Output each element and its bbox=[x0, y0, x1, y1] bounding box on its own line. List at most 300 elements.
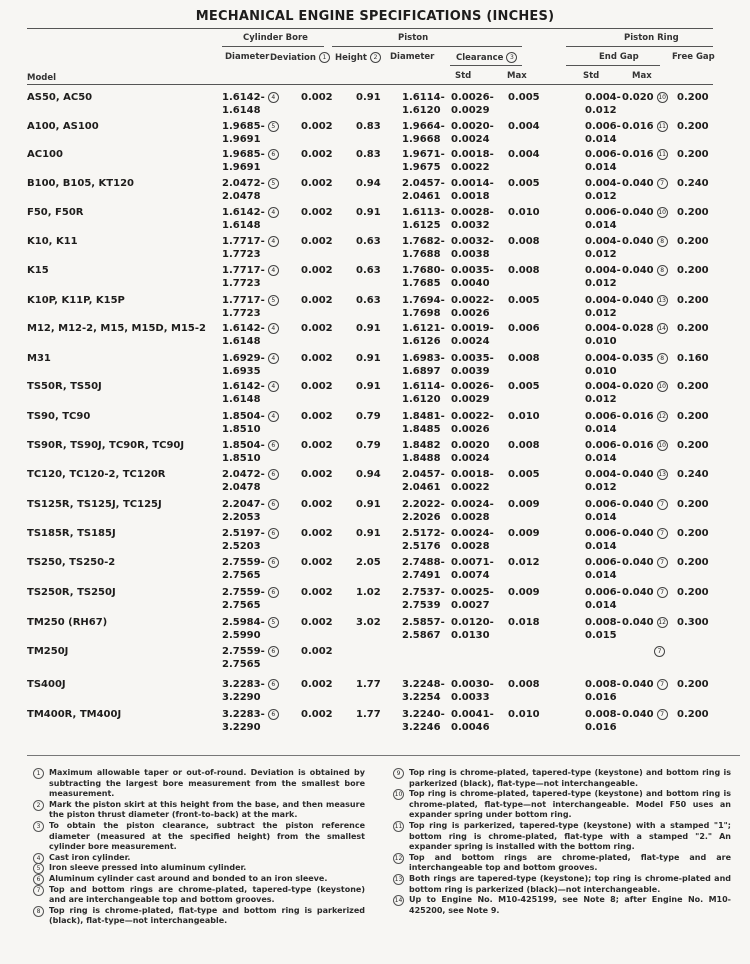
note-marker: 10 bbox=[658, 209, 666, 216]
clearance-std-min-text: 0.0020- bbox=[451, 121, 494, 132]
clearance-max bbox=[508, 586, 540, 599]
end-gap-std-max-text: 0.012 bbox=[585, 249, 617, 260]
end-gap-std-min-text: 0.004- bbox=[585, 92, 621, 103]
bore-diameter-max bbox=[222, 540, 261, 553]
piston-diameter-max bbox=[402, 133, 441, 146]
clearance-std-max bbox=[451, 393, 490, 406]
clearance-std-max-text: 0.0029 bbox=[451, 394, 490, 405]
clearance-std-max-text: 0.0026 bbox=[451, 308, 490, 319]
free-gap bbox=[677, 352, 709, 365]
end-gap-std-max bbox=[585, 190, 617, 203]
clearance-max-text: 0.004 bbox=[508, 149, 540, 160]
footnote-text: Top ring is chrome-plated, tapered-type (keystone) and bottom ring is chrome-plated, flat-type—not interchangeable. Model F50 uses an expander spring under bottom ring. bbox=[409, 789, 731, 820]
footnote-text: Maximum allowable taper or out-of-round. Deviation is obtained by subtracting the largest bore measurement from the smallest bore measurement. bbox=[49, 768, 365, 799]
piston-height-text: 1.02 bbox=[356, 587, 381, 598]
clearance-max bbox=[508, 527, 540, 540]
end-gap-std-max bbox=[585, 161, 617, 174]
end-gap-std-max-text: 0.015 bbox=[585, 630, 617, 641]
piston-diameter-max bbox=[402, 629, 441, 642]
clearance-std-max bbox=[451, 629, 490, 642]
bore-diameter-max bbox=[222, 511, 261, 524]
clearance-max bbox=[508, 264, 540, 277]
model-cell-text: TM250J bbox=[27, 646, 69, 657]
clearance-max-text: 0.005 bbox=[508, 469, 540, 480]
bore-deviation-text: 0.002 bbox=[301, 149, 333, 160]
footnote bbox=[393, 789, 731, 821]
clearance-max bbox=[508, 148, 540, 161]
free-gap-text: 0.200 bbox=[677, 440, 709, 451]
bore-diameter-min bbox=[222, 177, 279, 190]
clearance-std-min-text: 0.0035- bbox=[451, 265, 494, 276]
bore-deviation bbox=[301, 148, 333, 161]
bore-diameter-min bbox=[222, 468, 279, 481]
footnote bbox=[393, 895, 731, 916]
end-gap-std-min-text: 0.006- bbox=[585, 207, 621, 218]
piston-diameter-max-text: 1.7688 bbox=[402, 249, 441, 260]
piston-height-text: 1.77 bbox=[356, 679, 381, 690]
note-marker: 4 bbox=[268, 323, 279, 334]
bore-diameter-min bbox=[222, 352, 279, 365]
end-gap-max bbox=[622, 352, 668, 365]
model-cell bbox=[27, 556, 115, 569]
piston-height bbox=[356, 91, 381, 104]
piston-diameter-max-text: 2.0461 bbox=[402, 482, 441, 493]
model-cell bbox=[27, 206, 83, 219]
note-marker: 8 bbox=[657, 236, 668, 247]
end-gap-max-text: 0.040 bbox=[622, 499, 654, 510]
note-marker: 3 bbox=[506, 52, 517, 63]
model-cell bbox=[27, 498, 162, 511]
model-cell bbox=[27, 91, 92, 104]
bore-diameter-min-text: 1.9685- bbox=[222, 149, 265, 160]
free-gap bbox=[677, 586, 709, 599]
free-gap bbox=[677, 556, 709, 569]
table-row bbox=[0, 708, 750, 748]
footnote-text: Both rings are tapered-type (keystone); top ring is chrome-plated and bottom ring is parkerized (black)—not interchangeable. bbox=[409, 873, 731, 894]
bore-diameter-max-text: 1.6148 bbox=[222, 220, 261, 231]
bore-diameter-min-text: 3.2283- bbox=[222, 679, 265, 690]
model-cell bbox=[27, 294, 125, 307]
piston-diameter-min-text: 2.0457- bbox=[402, 469, 445, 480]
bore-deviation bbox=[301, 616, 333, 629]
bore-diameter-max bbox=[222, 452, 261, 465]
piston-diameter-min bbox=[402, 235, 445, 248]
piston-diameter-min bbox=[402, 91, 445, 104]
free-gap-text: 0.200 bbox=[677, 381, 709, 392]
clearance-std-max bbox=[451, 365, 490, 378]
clearance-std-max bbox=[451, 423, 490, 436]
note-marker: 12 bbox=[658, 619, 666, 626]
footnote-text: Top and bottom rings are chrome-plated, flat-type and are interchangeable top and bottom grooves. bbox=[409, 852, 731, 873]
clearance-max bbox=[508, 678, 540, 691]
piston-diameter-min bbox=[402, 708, 445, 721]
piston-height bbox=[356, 498, 381, 511]
bore-deviation-text: 0.002 bbox=[301, 469, 333, 480]
bore-diameter-max bbox=[222, 569, 261, 582]
clearance-std-max-text: 0.0027 bbox=[451, 600, 490, 611]
end-gap-std-min-text: 0.006- bbox=[585, 557, 621, 568]
model-cell bbox=[27, 235, 78, 248]
header-bore-diameter: Diameter bbox=[225, 52, 270, 62]
free-gap-text: 0.200 bbox=[677, 207, 709, 218]
header-clearance bbox=[456, 52, 517, 63]
bore-deviation bbox=[301, 264, 333, 277]
note-marker: 4 bbox=[268, 207, 279, 218]
end-gap-max bbox=[622, 468, 668, 481]
clearance-std-min bbox=[451, 498, 494, 511]
end-gap-std-min bbox=[585, 468, 621, 481]
note-marker: 13 bbox=[658, 297, 666, 304]
end-gap-std-min bbox=[585, 527, 621, 540]
end-gap-max-text: 0.016 bbox=[622, 121, 654, 132]
bore-deviation-text: 0.002 bbox=[301, 617, 333, 628]
end-gap-max bbox=[622, 322, 668, 335]
bore-diameter-min bbox=[222, 322, 279, 335]
free-gap-text: 0.200 bbox=[677, 528, 709, 539]
footnote bbox=[393, 853, 731, 874]
bore-deviation bbox=[301, 410, 333, 423]
piston-diameter-min-text: 1.9664- bbox=[402, 121, 445, 132]
clearance-max-text: 0.005 bbox=[508, 381, 540, 392]
clearance-std-min-text: 0.0071- bbox=[451, 557, 494, 568]
free-gap-text: 0.200 bbox=[677, 411, 709, 422]
piston-diameter-max bbox=[402, 393, 441, 406]
piston-diameter-max-text: 1.8485 bbox=[402, 424, 441, 435]
clearance-std-max bbox=[451, 599, 490, 612]
end-gap-max bbox=[622, 439, 668, 452]
clearance-max-text: 0.005 bbox=[508, 295, 540, 306]
end-gap-std-min-text: 0.004- bbox=[585, 236, 621, 247]
footnote-number: 14 bbox=[394, 897, 403, 905]
piston-height-text: 0.94 bbox=[356, 178, 381, 189]
piston-diameter-min bbox=[402, 206, 445, 219]
model-cell-text: TS50R, TS50J bbox=[27, 381, 102, 392]
end-gap-max-text: 0.040 bbox=[622, 295, 654, 306]
end-gap-max bbox=[622, 586, 668, 599]
clearance-std-min bbox=[451, 678, 494, 691]
end-gap-std-max bbox=[585, 335, 617, 348]
piston-diameter-max bbox=[402, 277, 441, 290]
free-gap bbox=[677, 91, 709, 104]
clearance-std-min bbox=[451, 177, 494, 190]
piston-diameter-max bbox=[402, 190, 441, 203]
note-marker: 7 bbox=[657, 709, 668, 720]
note-marker: 7 bbox=[657, 178, 668, 189]
clearance-max-text: 0.008 bbox=[508, 679, 540, 690]
clearance-std-min-text: 0.0014- bbox=[451, 178, 494, 189]
free-gap-text: 0.240 bbox=[677, 178, 709, 189]
end-gap-std-max-text: 0.016 bbox=[585, 722, 617, 733]
clearance-max bbox=[508, 708, 540, 721]
piston-height bbox=[356, 556, 381, 569]
rule-cylinder-bore bbox=[222, 46, 324, 47]
footnote-number: 6 bbox=[33, 874, 44, 885]
footnote-text: Cast iron cylinder. bbox=[49, 852, 131, 862]
bore-diameter-min-text: 2.7559- bbox=[222, 557, 265, 568]
end-gap-std-min-text: 0.006- bbox=[585, 411, 621, 422]
bore-diameter-max bbox=[222, 481, 261, 494]
piston-height-text: 0.91 bbox=[356, 207, 381, 218]
end-gap-max bbox=[622, 498, 668, 511]
piston-height bbox=[356, 678, 381, 691]
footnote-text: Aluminum cylinder cast around and bonded to an iron sleeve. bbox=[49, 873, 328, 883]
end-gap-std-max-text: 0.014 bbox=[585, 600, 617, 611]
bore-deviation-text: 0.002 bbox=[301, 528, 333, 539]
bore-deviation-text: 0.002 bbox=[301, 323, 333, 334]
end-gap-max-text: 0.040 bbox=[622, 265, 654, 276]
end-gap-max-text: 0.040 bbox=[622, 528, 654, 539]
model-cell bbox=[27, 678, 66, 691]
clearance-std-min bbox=[451, 91, 494, 104]
free-gap bbox=[677, 708, 709, 721]
clearance-max bbox=[508, 235, 540, 248]
end-gap-std-min-text: 0.006- bbox=[585, 440, 621, 451]
clearance-std-min bbox=[451, 352, 494, 365]
note-marker: 6 bbox=[268, 646, 279, 657]
piston-diameter-max-text: 2.5176 bbox=[402, 541, 441, 552]
bore-deviation bbox=[301, 294, 333, 307]
bore-diameter-min bbox=[222, 556, 279, 569]
end-gap-std-max bbox=[585, 599, 617, 612]
free-gap bbox=[677, 439, 709, 452]
piston-diameter-max-text: 1.6126 bbox=[402, 336, 441, 347]
footnote-text: Top and bottom rings are chrome-plated, tapered-type (keystone) and are interchangeable top and bottom grooves. bbox=[49, 884, 365, 905]
bore-deviation bbox=[301, 322, 333, 335]
note-marker: 10 bbox=[658, 94, 666, 101]
end-gap-std-min-text: 0.008- bbox=[585, 617, 621, 628]
bore-diameter-max bbox=[222, 335, 261, 348]
piston-height-text: 0.79 bbox=[356, 411, 381, 422]
note-marker: 7 bbox=[657, 499, 668, 510]
clearance-std-max bbox=[451, 248, 490, 261]
end-gap-std-min-text: 0.004- bbox=[585, 381, 621, 392]
note-marker: 8 bbox=[657, 353, 668, 364]
piston-diameter-min bbox=[402, 352, 445, 365]
bore-diameter-max-text: 2.5990 bbox=[222, 630, 261, 641]
bore-diameter-min-text: 1.7717- bbox=[222, 295, 265, 306]
bore-diameter-max-text: 1.6148 bbox=[222, 394, 261, 405]
clearance-max-text: 0.004 bbox=[508, 121, 540, 132]
piston-height-text: 0.83 bbox=[356, 121, 381, 132]
end-gap-std-max bbox=[585, 365, 617, 378]
clearance-std-max bbox=[451, 452, 490, 465]
note-marker: 1 bbox=[319, 52, 330, 63]
end-gap-std-min bbox=[585, 91, 621, 104]
rule-clearance bbox=[450, 65, 522, 66]
piston-diameter-min-text: 1.7682- bbox=[402, 236, 445, 247]
bore-diameter-min bbox=[222, 498, 279, 511]
piston-height-text: 3.02 bbox=[356, 617, 381, 628]
end-gap-std-min bbox=[585, 235, 621, 248]
piston-diameter-max bbox=[402, 365, 441, 378]
end-gap-max-text: 0.035 bbox=[622, 353, 654, 364]
piston-height-text: 0.91 bbox=[356, 353, 381, 364]
piston-diameter-max bbox=[402, 721, 441, 734]
clearance-std-min bbox=[451, 439, 490, 452]
bore-deviation-text: 0.002 bbox=[301, 92, 333, 103]
piston-diameter-min-text: 2.5857- bbox=[402, 617, 445, 628]
footnote bbox=[33, 821, 365, 853]
model-cell bbox=[27, 148, 63, 161]
footnote-text: Top ring is chrome-plated, flat-type and bottom ring is parkerized (black), flat-type—not interchangeable. bbox=[49, 905, 365, 926]
note-marker: 4 bbox=[268, 353, 279, 364]
bore-deviation bbox=[301, 527, 333, 540]
clearance-std-min-text: 0.0041- bbox=[451, 709, 494, 720]
model-cell-text: TS250, TS250-2 bbox=[27, 557, 116, 568]
end-gap-max-text: 0.016 bbox=[622, 440, 654, 451]
end-gap-std-min bbox=[585, 556, 621, 569]
end-gap-std-min bbox=[585, 439, 621, 452]
end-gap-std-max bbox=[585, 540, 617, 553]
piston-diameter-max bbox=[402, 452, 441, 465]
footnote bbox=[33, 906, 365, 927]
note-marker: 5 bbox=[268, 178, 279, 189]
bore-deviation bbox=[301, 206, 333, 219]
footnote-number: 7 bbox=[33, 885, 44, 896]
piston-diameter-min-text: 2.0457- bbox=[402, 178, 445, 189]
bore-diameter-max bbox=[222, 104, 261, 117]
end-gap-max-text: 0.040 bbox=[622, 207, 654, 218]
bore-diameter-max-text: 1.6148 bbox=[222, 336, 261, 347]
piston-diameter-min-text: 1.9671- bbox=[402, 149, 445, 160]
free-gap bbox=[677, 527, 709, 540]
end-gap-std-max-text: 0.010 bbox=[585, 336, 617, 347]
note-marker: 13 bbox=[658, 471, 666, 478]
piston-diameter-min bbox=[402, 380, 445, 393]
end-gap-std-min bbox=[585, 498, 621, 511]
piston-height-text: 0.63 bbox=[356, 236, 381, 247]
model-cell-text: AC100 bbox=[27, 149, 63, 160]
bore-deviation-text: 0.002 bbox=[301, 499, 333, 510]
piston-diameter-min bbox=[402, 148, 445, 161]
footnotes-right bbox=[393, 768, 731, 916]
end-gap-max bbox=[622, 120, 668, 133]
piston-diameter-max bbox=[402, 161, 441, 174]
model-cell bbox=[27, 468, 165, 481]
bore-diameter-min-text: 2.0472- bbox=[222, 469, 265, 480]
header-piston: Piston bbox=[398, 33, 429, 43]
end-gap-std-max-text: 0.012 bbox=[585, 105, 617, 116]
bore-diameter-min bbox=[222, 586, 279, 599]
clearance-std-max-text: 0.0018 bbox=[451, 191, 490, 202]
piston-diameter-max bbox=[402, 569, 441, 582]
note-marker: 2 bbox=[370, 52, 381, 63]
bore-deviation-text: 0.002 bbox=[301, 265, 333, 276]
clearance-std-max bbox=[451, 569, 490, 582]
note-marker: 12 bbox=[658, 413, 666, 420]
header-rule-top bbox=[27, 28, 713, 29]
note-marker: 7 bbox=[654, 646, 665, 657]
clearance-std-min bbox=[451, 120, 494, 133]
end-gap-max-text: 0.040 bbox=[622, 617, 654, 628]
clearance-max bbox=[508, 616, 540, 629]
clearance-std-min-text: 0.0120- bbox=[451, 617, 494, 628]
piston-height bbox=[356, 527, 381, 540]
piston-diameter-max-text: 1.7698 bbox=[402, 308, 441, 319]
free-gap bbox=[677, 498, 709, 511]
clearance-std-min bbox=[451, 206, 494, 219]
clearance-std-max-text: 0.0024 bbox=[451, 453, 490, 464]
free-gap bbox=[677, 468, 709, 481]
bore-deviation-text: 0.002 bbox=[301, 679, 333, 690]
model-cell bbox=[27, 120, 99, 133]
piston-diameter-min-text: 3.2248- bbox=[402, 679, 445, 690]
clearance-std-min-text: 0.0032- bbox=[451, 236, 494, 247]
note-marker: 4 bbox=[268, 92, 279, 103]
model-cell-text: TS125R, TS125J, TC125J bbox=[27, 499, 162, 510]
model-cell bbox=[27, 352, 51, 365]
bore-diameter-min-text: 2.7559- bbox=[222, 646, 265, 657]
clearance-max-text: 0.012 bbox=[508, 557, 540, 568]
clearance-std-min-text: 0.0018- bbox=[451, 469, 494, 480]
clearance-max bbox=[508, 556, 540, 569]
piston-height-text: 0.83 bbox=[356, 149, 381, 160]
model-cell bbox=[27, 439, 184, 452]
bore-diameter-min bbox=[222, 380, 279, 393]
piston-diameter-max-text: 2.2026 bbox=[402, 512, 441, 523]
bore-diameter-max-text: 2.0478 bbox=[222, 482, 261, 493]
footnote-rule bbox=[27, 755, 740, 756]
end-gap-std-min bbox=[585, 177, 621, 190]
end-gap-std-min bbox=[585, 616, 621, 629]
note-marker: 10 bbox=[658, 383, 666, 390]
clearance-std-min bbox=[451, 527, 494, 540]
piston-height-text: 0.91 bbox=[356, 323, 381, 334]
end-gap-std-min-text: 0.006- bbox=[585, 528, 621, 539]
model-cell-text: K15 bbox=[27, 265, 49, 276]
model-cell-text: TS400J bbox=[27, 679, 66, 690]
end-gap-std-max-text: 0.014 bbox=[585, 453, 617, 464]
bore-diameter-max bbox=[222, 277, 261, 290]
note-marker: 5 bbox=[268, 121, 279, 132]
free-gap-text: 0.200 bbox=[677, 295, 709, 306]
clearance-std-max bbox=[451, 691, 490, 704]
model-cell bbox=[27, 177, 134, 190]
piston-height-text: 0.63 bbox=[356, 295, 381, 306]
end-gap-std-min bbox=[585, 410, 621, 423]
model-cell-text: K10P, K11P, K15P bbox=[27, 295, 125, 306]
model-cell bbox=[27, 527, 116, 540]
end-gap-std-min bbox=[585, 294, 621, 307]
bore-diameter-min bbox=[222, 645, 279, 658]
end-gap-std-min bbox=[585, 380, 621, 393]
bore-diameter-min-text: 1.6929- bbox=[222, 353, 265, 364]
bore-diameter-max bbox=[222, 248, 261, 261]
end-gap-std-min bbox=[585, 352, 621, 365]
bore-diameter-max-text: 1.9691 bbox=[222, 162, 261, 173]
note-marker: 7 bbox=[657, 557, 668, 568]
free-gap-text: 0.200 bbox=[677, 679, 709, 690]
clearance-std-max-text: 0.0024 bbox=[451, 134, 490, 145]
bore-diameter-min bbox=[222, 294, 279, 307]
note-marker: 4 bbox=[268, 236, 279, 247]
note-marker: 14 bbox=[658, 325, 666, 332]
free-gap-text: 0.240 bbox=[677, 469, 709, 480]
note-marker: 4 bbox=[268, 265, 279, 276]
bore-diameter-max-text: 1.7723 bbox=[222, 278, 261, 289]
bore-diameter-min-text: 1.7717- bbox=[222, 236, 265, 247]
footnote bbox=[393, 874, 731, 895]
note-marker: 6 bbox=[268, 469, 279, 480]
header-deviation bbox=[270, 52, 330, 63]
clearance-std-min-text: 0.0024- bbox=[451, 499, 494, 510]
piston-diameter-max bbox=[402, 599, 441, 612]
free-gap-text: 0.200 bbox=[677, 236, 709, 247]
piston-diameter-max-text: 2.7539 bbox=[402, 600, 441, 611]
end-gap-std-min-text: 0.006- bbox=[585, 121, 621, 132]
piston-diameter-min bbox=[402, 120, 445, 133]
clearance-std-min bbox=[451, 322, 494, 335]
